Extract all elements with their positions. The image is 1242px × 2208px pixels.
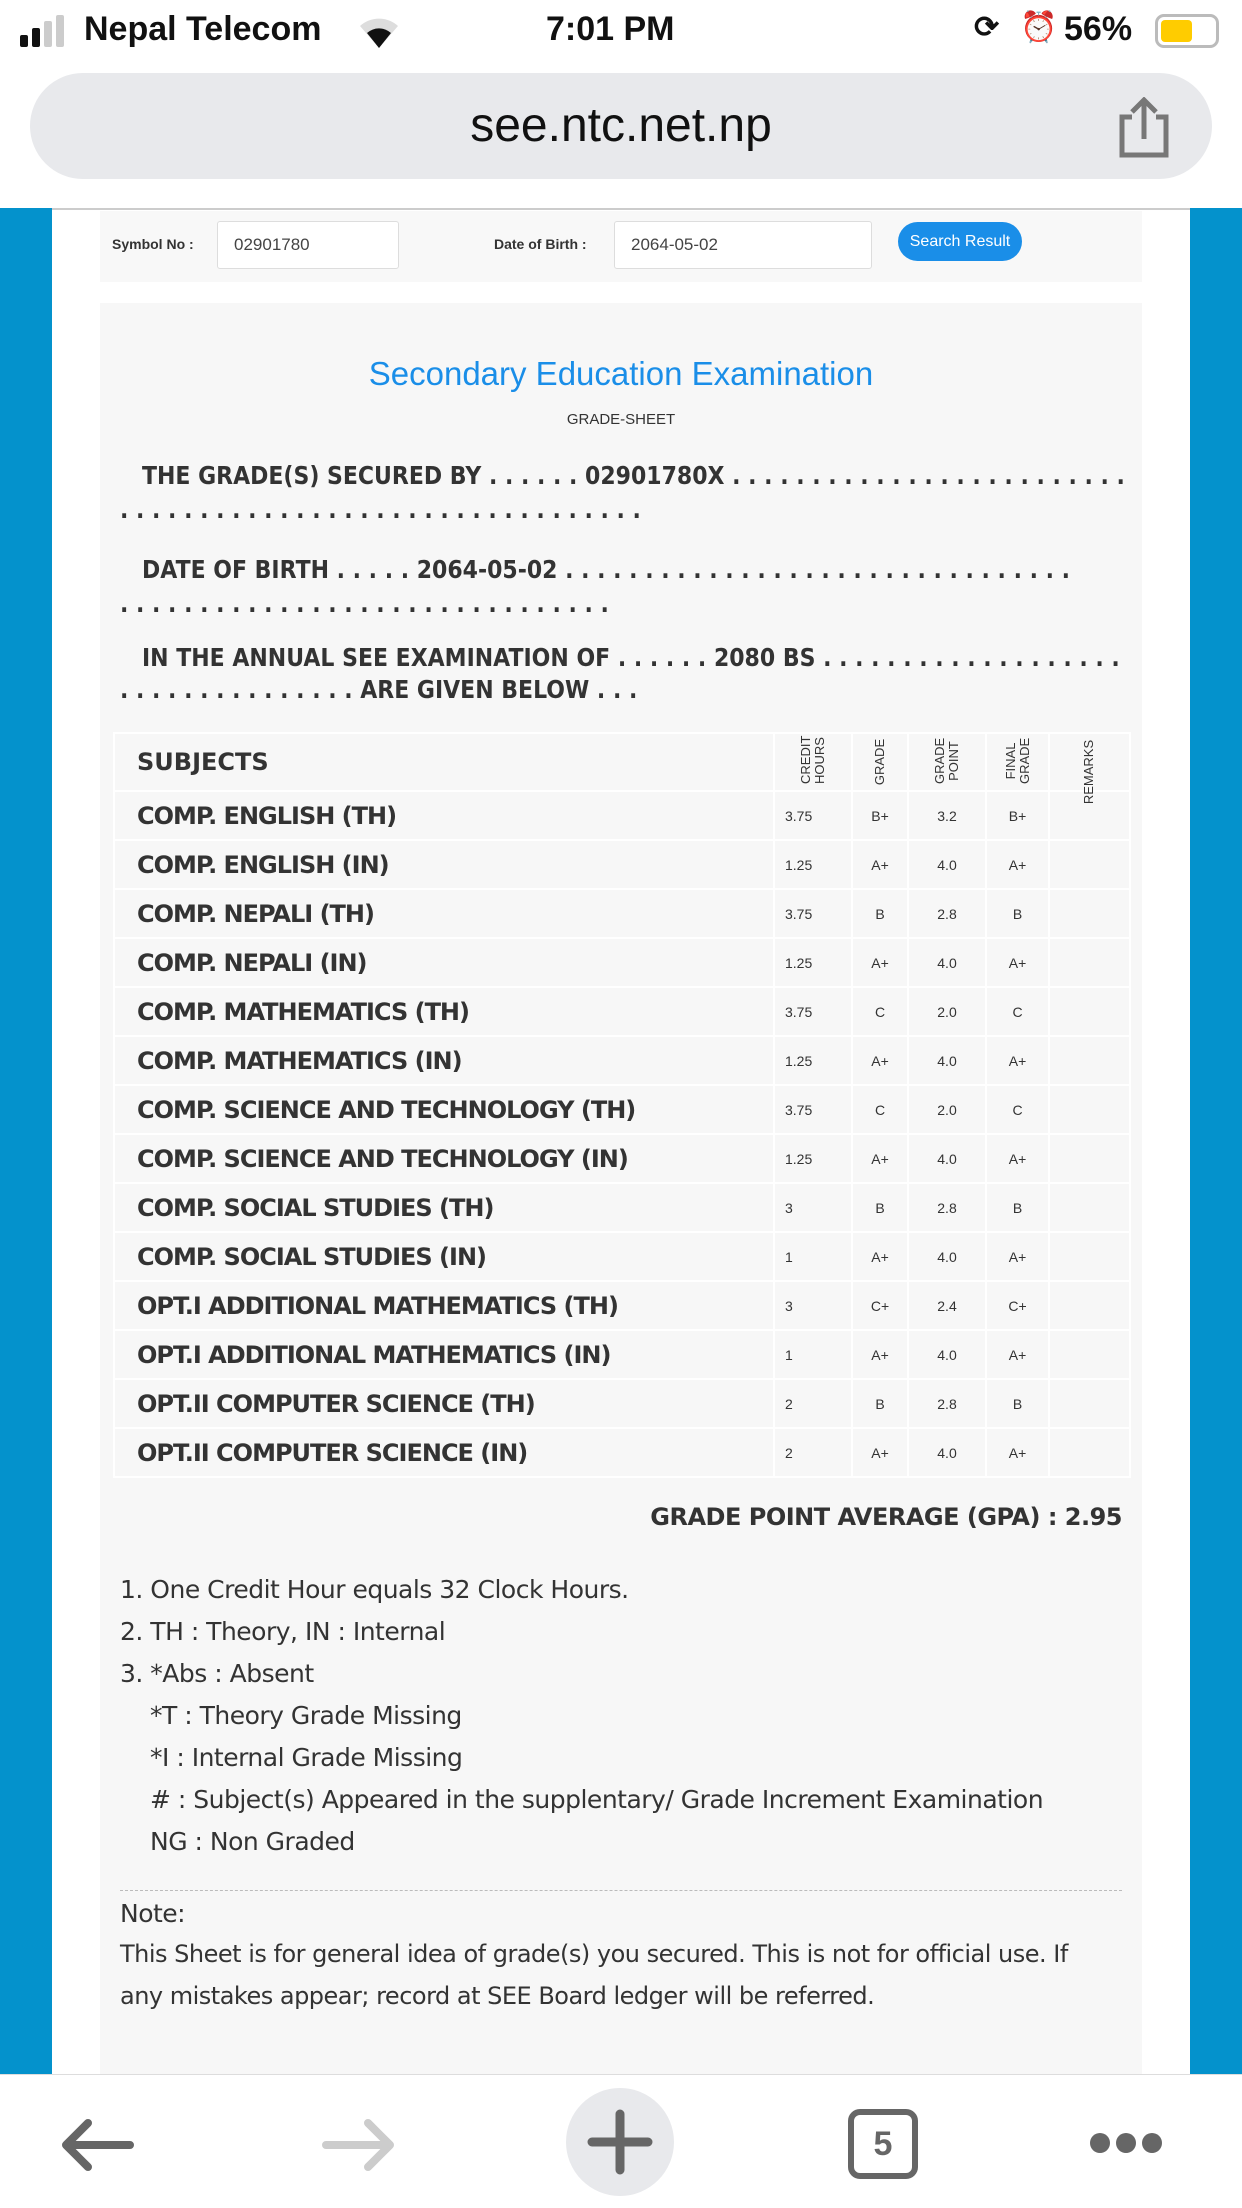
remarks-cell (1049, 1085, 1130, 1134)
table-row (114, 1330, 1130, 1379)
credit-hours-cell: 3 (774, 1281, 852, 1330)
signal-icon (20, 15, 70, 47)
right-margin (1190, 208, 1242, 2074)
credit-hours-cell: 1 (774, 1330, 852, 1379)
gpa: GRADE POINT AVERAGE (GPA) : 2.95 (650, 1503, 1122, 1531)
grade-point-cell: 2.4 (908, 1281, 986, 1330)
note-text-1: This Sheet is for general idea of grade(s) you secured. This is not for official use. If (120, 1940, 1068, 1968)
final-grade-cell: B (986, 889, 1049, 938)
browser-toolbar (0, 2074, 1242, 2208)
final-grade-cell: B (986, 1379, 1049, 1428)
exam-line: IN THE ANNUAL SEE EXAMINATION OF . . . . . . 2080 BS . . . . . . . . . . . . . . . . . . . (142, 643, 1120, 672)
credit-hours-cell: 1.25 (774, 840, 852, 889)
grade-cell: B+ (852, 791, 908, 840)
grade-cell: A+ (852, 938, 908, 987)
table-row (114, 1281, 1130, 1330)
grade-cell: C (852, 1085, 908, 1134)
exam-title: Secondary Education Examination (368, 355, 874, 392)
subject-cell: COMP. ENGLISH (IN) (114, 840, 774, 889)
subject-cell: COMP. MATHEMATICS (IN) (114, 1036, 774, 1085)
grade-cell: A+ (852, 840, 908, 889)
final-grade-cell: A+ (986, 1428, 1049, 1477)
subject-cell: COMP. NEPALI (TH) (114, 889, 774, 938)
battery-percent: 56% (1064, 10, 1133, 48)
note-item: *T : Theory Grade Missing (150, 1701, 462, 1730)
table-row (114, 1036, 1130, 1085)
address-bar[interactable] (30, 73, 1212, 179)
subject-cell: OPT.I ADDITIONAL MATHEMATICS (IN) (114, 1330, 774, 1379)
grade-sheet-subtitle: GRADE-SHEET (566, 411, 676, 428)
grade-sheet (100, 303, 1142, 2074)
grade-point-cell: 4.0 (908, 938, 986, 987)
table-row (114, 1428, 1130, 1477)
table-row (114, 1134, 1130, 1183)
grade-cell: B (852, 1379, 908, 1428)
table-row (114, 791, 1130, 840)
remarks-cell (1049, 889, 1130, 938)
dob-dots: . . . . . . . . . . . . . . . . . . . . . . . . . . . . . . . (120, 589, 609, 618)
subject-cell: COMP. ENGLISH (TH) (114, 791, 774, 840)
final-grade-cell: C (986, 1085, 1049, 1134)
rotation-lock-icon: ⟳ (974, 11, 1000, 44)
subject-cell: COMP. SOCIAL STUDIES (TH) (114, 1183, 774, 1232)
remarks-cell (1049, 1428, 1130, 1477)
left-margin (0, 208, 52, 2074)
table-header (114, 733, 1130, 791)
dob-label: Date of Birth : (494, 236, 587, 252)
battery-icon (1155, 14, 1219, 48)
note-text-2: any mistakes appear; record at SEE Board ledger will be referred. (120, 1982, 875, 2010)
grade-header: GRADE (871, 738, 887, 786)
final-grade-cell: A+ (986, 1134, 1049, 1183)
dob-input[interactable]: 2064-05-02 (614, 221, 872, 269)
grade-point-cell: 2.8 (908, 1183, 986, 1232)
more-icon[interactable] (1088, 2131, 1164, 2155)
note-item: 1. One Credit Hour equals 32 Clock Hours. (120, 1575, 629, 1604)
grade-cell: B (852, 889, 908, 938)
grade-cell: B (852, 1183, 908, 1232)
subject-cell: COMP. SCIENCE AND TECHNOLOGY (TH) (114, 1085, 774, 1134)
credit-hours-cell: 3.75 (774, 1085, 852, 1134)
grade-point-cell: 4.0 (908, 1428, 986, 1477)
credit-hours-cell: 3.75 (774, 889, 852, 938)
table-row (114, 1379, 1130, 1428)
table-row (114, 938, 1130, 987)
carrier-name: Nepal Telecom (84, 10, 322, 48)
grade-point-cell: 2.0 (908, 987, 986, 1036)
table-row (114, 840, 1130, 889)
grade-point-header: GRADE POINT (932, 737, 961, 784)
grades-table (113, 732, 1131, 1478)
symbol-input[interactable]: 02901780 (217, 221, 399, 269)
tabs-button[interactable]: 5 (848, 2109, 918, 2179)
secured-by-line: THE GRADE(S) SECURED BY . . . . . . 02901780X . . . . . . . . . . . . . . . . . . . . . . . . . (142, 461, 1125, 490)
grade-point-cell: 4.0 (908, 1036, 986, 1085)
grade-cell: A+ (852, 1232, 908, 1281)
subject-cell: COMP. MATHEMATICS (TH) (114, 987, 774, 1036)
grade-point-cell: 4.0 (908, 1330, 986, 1379)
final-grade-header: FINAL GRADE (1002, 737, 1032, 784)
final-grade-cell: B+ (986, 791, 1049, 840)
grade-cell: A+ (852, 1330, 908, 1379)
final-grade-cell: A+ (986, 840, 1049, 889)
final-grade-cell: C+ (986, 1281, 1049, 1330)
remarks-cell (1049, 987, 1130, 1036)
dob-line: DATE OF BIRTH . . . . . 2064-05-02 . . . . . . . . . . . . . . . . . . . . . . . . . . . . . . . . (142, 555, 1070, 584)
forward-icon[interactable] (322, 2119, 398, 2171)
note-item: 2. TH : Theory, IN : Internal (120, 1617, 446, 1646)
grade-point-cell: 2.8 (908, 889, 986, 938)
table-row (114, 1232, 1130, 1281)
credit-hours-cell: 1.25 (774, 1134, 852, 1183)
plus-icon (566, 2088, 674, 2196)
remarks-header: REMARKS (1081, 739, 1097, 805)
credit-hours-cell: 1 (774, 1232, 852, 1281)
table-row (114, 1085, 1130, 1134)
grade-point-cell: 3.2 (908, 791, 986, 840)
final-grade-cell: A+ (986, 938, 1049, 987)
note-item: NG : Non Graded (150, 1827, 355, 1856)
grade-point-cell: 4.0 (908, 1232, 986, 1281)
grade-point-cell: 4.0 (908, 840, 986, 889)
new-tab-button[interactable] (566, 2088, 674, 2196)
final-grade-cell: C (986, 987, 1049, 1036)
remarks-cell (1049, 1183, 1130, 1232)
remarks-cell (1049, 938, 1130, 987)
credit-hours-header: CREDIT HOURS (798, 735, 827, 784)
table-row (114, 1183, 1130, 1232)
credit-hours-cell: 1.25 (774, 1036, 852, 1085)
subject-cell: OPT.II COMPUTER SCIENCE (TH) (114, 1379, 774, 1428)
subjects-header: SUBJECTS (137, 748, 269, 776)
final-grade-cell: B (986, 1183, 1049, 1232)
final-grade-cell: A+ (986, 1036, 1049, 1085)
subject-cell: OPT.I ADDITIONAL MATHEMATICS (TH) (114, 1281, 774, 1330)
table-row (114, 889, 1130, 938)
remarks-cell (1049, 840, 1130, 889)
back-icon[interactable] (58, 2119, 134, 2171)
grade-point-cell: 4.0 (908, 1134, 986, 1183)
credit-hours-cell: 1.25 (774, 938, 852, 987)
grade-point-cell: 2.0 (908, 1085, 986, 1134)
url-text: see.ntc.net.np (470, 99, 772, 152)
status-bar (0, 0, 1242, 62)
share-icon[interactable] (1116, 97, 1172, 159)
clock: 7:01 PM (546, 10, 675, 48)
secured-by-dots: . . . . . . . . . . . . . . . . . . . . . . . . . . . . . . . . . (120, 495, 641, 524)
subject-cell: COMP. SCIENCE AND TECHNOLOGY (IN) (114, 1134, 774, 1183)
grade-cell: A+ (852, 1036, 908, 1085)
subject-cell: COMP. NEPALI (IN) (114, 938, 774, 987)
credit-hours-cell: 3 (774, 1183, 852, 1232)
divider (120, 1890, 1122, 1891)
symbol-label: Symbol No : (112, 236, 194, 252)
note-item: # : Subject(s) Appeared in the supplentary/ Grade Increment Examination (150, 1785, 1044, 1814)
credit-hours-cell: 3.75 (774, 987, 852, 1036)
credit-hours-cell: 3.75 (774, 791, 852, 840)
subject-cell: COMP. SOCIAL STUDIES (IN) (114, 1232, 774, 1281)
final-grade-cell: A+ (986, 1330, 1049, 1379)
grade-cell: C (852, 987, 908, 1036)
table-row (114, 987, 1130, 1036)
subject-cell: OPT.II COMPUTER SCIENCE (IN) (114, 1428, 774, 1477)
note-title: Note: (120, 1899, 186, 1928)
credit-hours-cell: 2 (774, 1428, 852, 1477)
search-form (100, 211, 1142, 282)
credit-hours-cell: 2 (774, 1379, 852, 1428)
remarks-cell (1049, 1134, 1130, 1183)
given-below-line: . . . . . . . . . . . . . . . ARE GIVEN BELOW . . . (120, 675, 638, 704)
note-item: 3. *Abs : Absent (120, 1659, 314, 1688)
grade-cell: A+ (852, 1134, 908, 1183)
remarks-cell (1049, 1330, 1130, 1379)
final-grade-cell: A+ (986, 1232, 1049, 1281)
remarks-cell (1049, 1281, 1130, 1330)
remarks-cell (1049, 1036, 1130, 1085)
wifi-icon (358, 14, 400, 48)
search-result-button[interactable]: Search Result (898, 222, 1022, 261)
grade-point-cell: 2.8 (908, 1379, 986, 1428)
grade-cell: A+ (852, 1428, 908, 1477)
note-item: *I : Internal Grade Missing (150, 1743, 463, 1772)
remarks-cell (1049, 1379, 1130, 1428)
grade-cell: C+ (852, 1281, 908, 1330)
remarks-cell (1049, 1232, 1130, 1281)
alarm-icon: ⏰ (1020, 11, 1058, 44)
